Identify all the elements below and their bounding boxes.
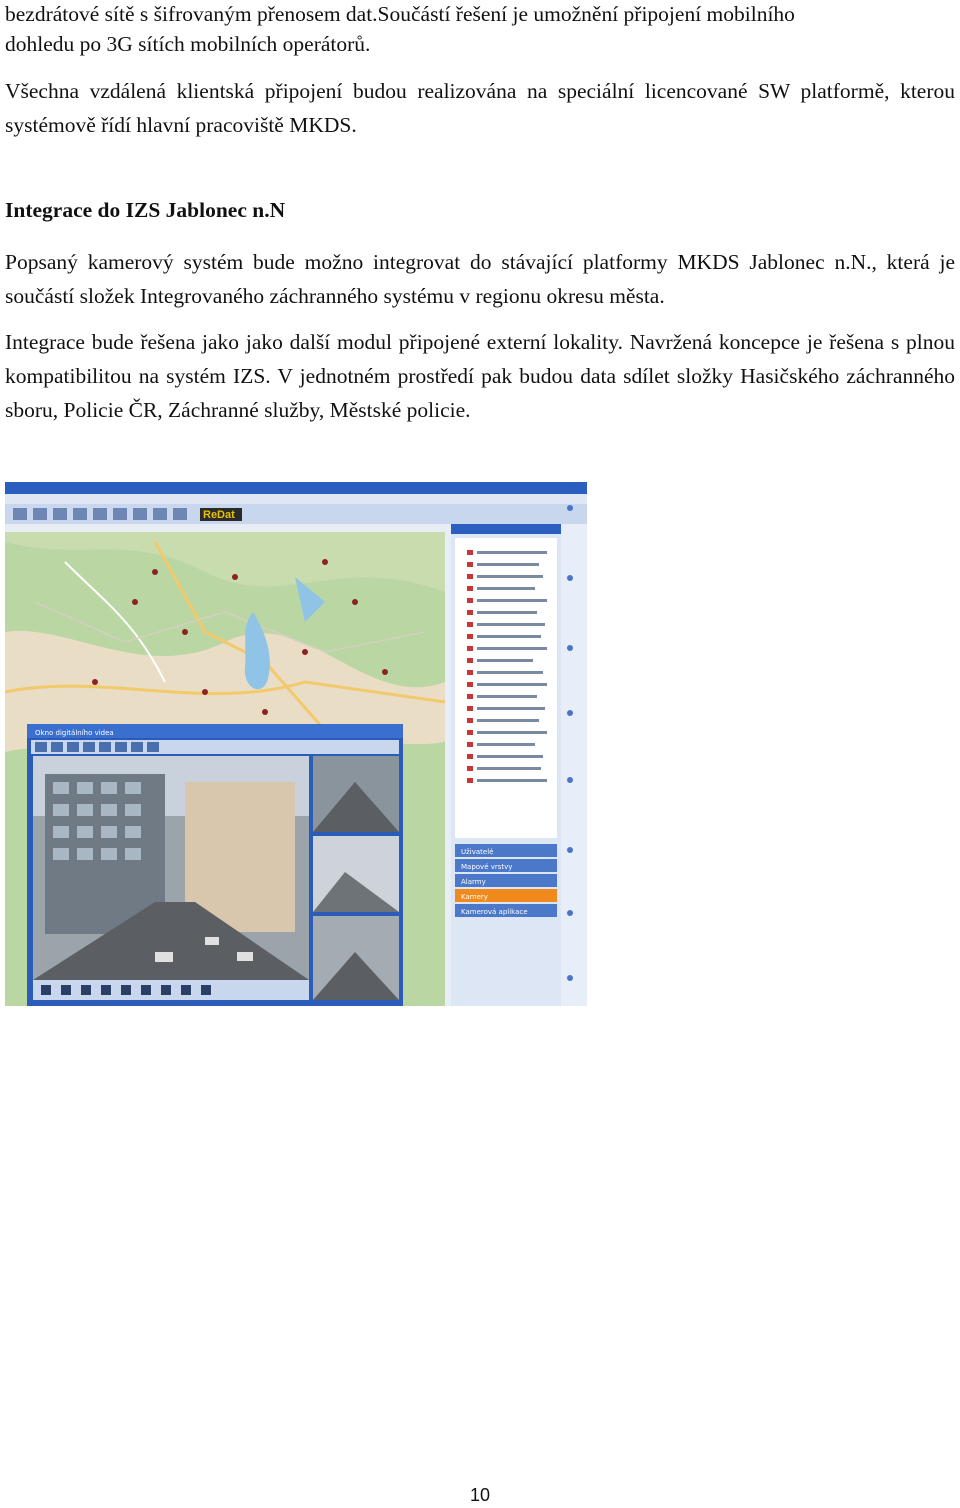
paragraph-3: Popsaný kamerový systém bude možno integrovat do stávající platformy MKDS Jablonec n.N., která je součástí složek Integrovaného záchranného systému v regionu okresu města. [5,250,955,308]
paragraph-1-line-2: dohledu po 3G sítích mobilních operátorů. [5,32,371,56]
side-panel-item-1: Uživatelé [461,848,494,856]
application-screenshot-figure [5,482,587,1006]
video-window-title: Okno digitálního videa [35,729,114,737]
side-panel-item-2: Mapové vrstvy [461,863,513,871]
decorative-dots [567,505,575,1005]
page-number: 10 [469,1485,491,1505]
paragraph-1-line-1: bezdrátové sítě s šifrovaným přenosem dat.Součástí řešení je umožnění připojení mobilního [5,2,795,26]
side-panel-item-4: Kamery [461,893,488,901]
paragraph-2: Všechna vzdálená klientská připojení budou realizována na speciální licencované SW platformě, kterou systémově řídí hlavní pracoviště MKDS. [5,79,955,137]
paragraph-4: Integrace bude řešena jako jako další modul připojené externí lokality. Navržená koncepce je řešena s plnou kompatibilitou na systém IZS. V jednotném prostředí pak budou data sdílet složky Hasičského záchranného sboru, Policie ČR, Záchranné služby, Městské policie. [5,330,955,422]
side-panel-item-5: Kamerová aplikace [461,908,528,916]
redat-logo: ReDat [203,509,235,521]
section-heading: Integrace do IZS Jablonec n.N [5,198,286,222]
side-panel-item-3: Alarmy [461,878,486,886]
application-screenshot [5,482,587,1006]
